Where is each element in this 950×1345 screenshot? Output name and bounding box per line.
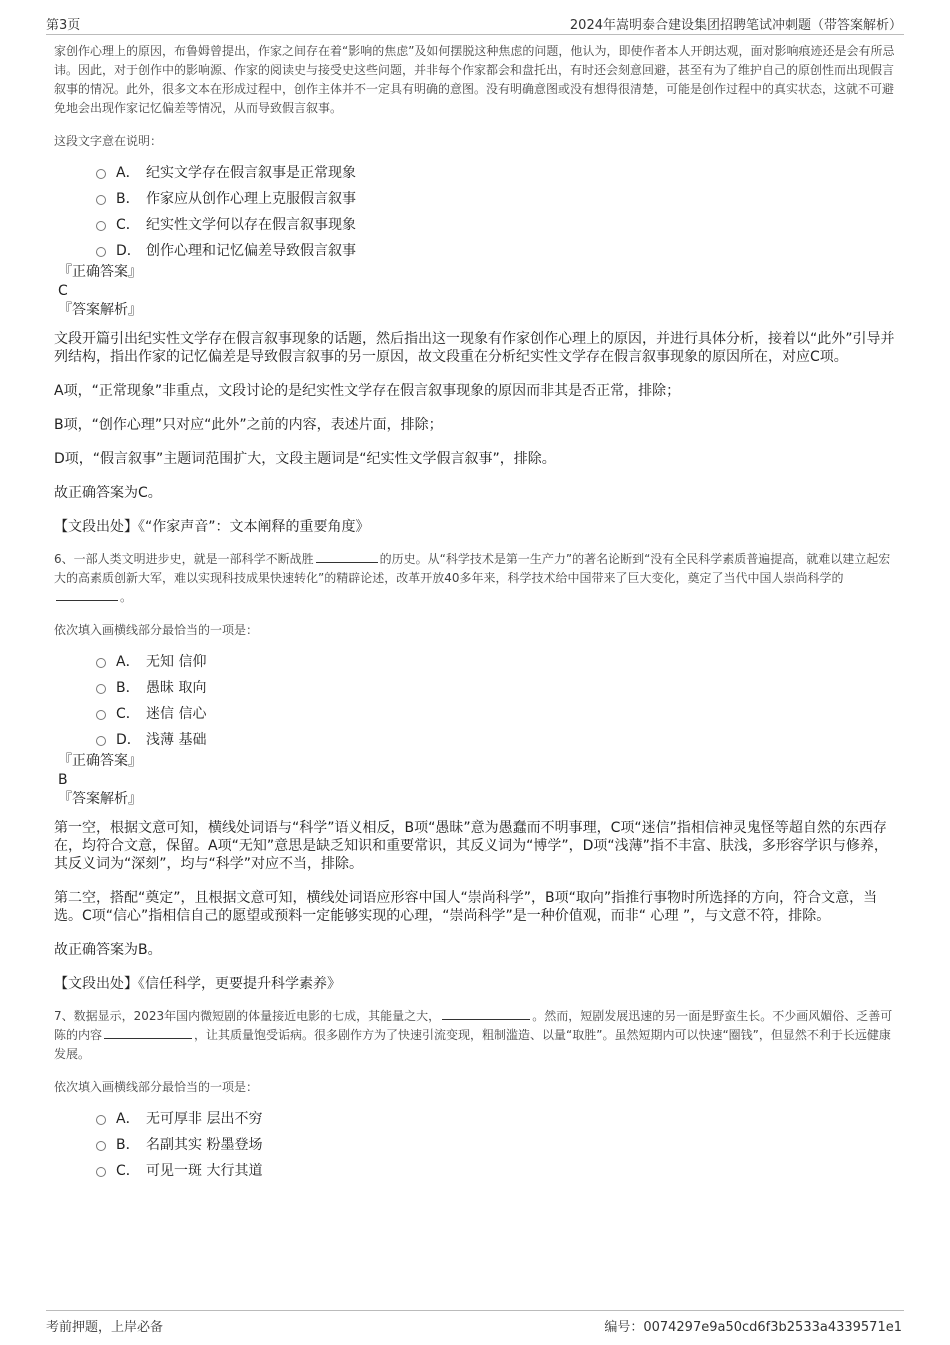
q7-option-c[interactable] (96, 1157, 898, 1183)
option-letter: A． (116, 1111, 140, 1127)
q7-stem-part2: 。然而，短剧发展迅速的另一面是野蛮生长。不少画风媚俗、乏善可陈的内容 (54, 1009, 893, 1042)
q7-stem-part3: ，让其质量饱受诟病。很多剧作方为了快速引流变现，粗制滥造、以量“取胜”。虽然短期内可以快速“圈钱”，但显然不利于长远健康发展。 (54, 1028, 891, 1061)
q6-answer-label: 『正确答案』 (58, 753, 142, 769)
q5-option-c[interactable] (96, 211, 898, 237)
option-text: 作家应从创作心理上克服假言叙事 (146, 191, 356, 207)
q6-analysis-1: 第一空，根据文意可知，横线处词语与“科学”语义相反，B项“愚昧”意为愚蠢而不明事理，C项“迷信”指相信神灵鬼怪等超自然的东西存在，均符合文意，保留。A项“无知”意思是缺乏知识和重要常识，其反义词为“博学”，D项“浅薄”指不丰富、肤浅，多形容学识与修养，其反义词为“深刻”，均与“科学”对应不当，排除。 (54, 820, 888, 872)
q6-option-d[interactable] (96, 726, 898, 752)
radio-icon[interactable] (96, 710, 106, 720)
option-letter: C． (116, 706, 140, 722)
q5-option-b[interactable] (96, 185, 898, 211)
page-number: 第3页 (46, 18, 81, 33)
option-text: 愚昧 取向 (146, 680, 207, 696)
header-divider (46, 34, 904, 35)
footer-divider (46, 1310, 904, 1311)
option-text: 纪实性文学何以存在假言叙事现象 (146, 217, 356, 233)
option-letter: A． (116, 165, 140, 181)
q5-analysis-3: B项，“创作心理”只对应“此外”之前的内容，表述片面，排除； (54, 417, 443, 433)
q5-analysis-4: D项，“假言叙事”主题词范围扩大，文段主题词是“纪实性文学假言叙事”，排除。 (54, 451, 556, 467)
q7-blank-1[interactable] (442, 1008, 530, 1020)
q6-blank-1[interactable] (316, 551, 378, 563)
q5-source: 【文段出处】《“作家声音”：文本阐释的重要角度》 (54, 519, 370, 535)
option-letter: A． (116, 654, 140, 670)
radio-icon[interactable] (96, 658, 106, 668)
q6-option-a[interactable] (96, 648, 898, 674)
q6-analysis-2: 第二空，搭配“奠定”，且根据文意可知，横线处词语应形容中国人“崇尚科学”，B项“取向”指推行事物时所选择的方向，符合文意，当选。C项“信心”指相信自己的愿望或预料一定能够实现的心理，“崇尚科学”是一种价值观，而非“ 心理 ”，与文意不符，排除。 (54, 890, 878, 924)
page-header (0, 0, 950, 36)
q6-prompt: 依次填入画横线部分最恰当的一项是： (54, 623, 259, 637)
q5-passage: 家创作心理上的原因，布鲁姆曾提出，作家之间存在着“影响的焦虑”及如何摆脱这种焦虑的问题，他认为，即使作者本人开朗达观，面对影响痕迹还是会有所忌讳。因此，对于创作中的影响源、作家的阅读史与接受史这些问题，并非每个作家都会和盘托出，有时还会刻意回避，甚至有为了维护自己的原创性而出现假言叙事的情况。此外，很多文本在形成过程中，创作主体并不一定具有明确的意图。没有明确意图或没有想得很清楚，可能是创作过程中的真实状态，这就不可避免地会出现作家记忆偏差等情况，从而导致假言叙事。 (54, 44, 895, 115)
q7-prompt: 依次填入画横线部分最恰当的一项是： (54, 1080, 259, 1094)
q5-option-d[interactable] (96, 237, 898, 263)
q6-source: 【文段出处】《信任科学，更要提升科学素养》 (54, 976, 341, 992)
radio-icon[interactable] (96, 169, 106, 179)
radio-icon[interactable] (96, 1141, 106, 1151)
option-letter: B． (116, 680, 140, 696)
document-serial: 编号：0074297e9a50cd6f3b2533a4339571e1 (604, 1320, 902, 1335)
q7-blank-2[interactable] (104, 1027, 192, 1039)
q5-option-a[interactable] (96, 159, 898, 185)
option-text: 名副其实 粉墨登场 (146, 1137, 263, 1153)
q7-option-a[interactable] (96, 1105, 898, 1131)
q7-option-b[interactable] (96, 1131, 898, 1157)
q5-options (96, 159, 898, 263)
option-text: 可见一斑 大行其道 (146, 1163, 263, 1179)
option-text: 无知 信仰 (146, 654, 207, 670)
page-content (54, 42, 898, 1183)
q6-option-c[interactable] (96, 700, 898, 726)
radio-icon[interactable] (96, 736, 106, 746)
q6-stem-part3: 。 (120, 590, 133, 604)
q6-conclusion: 故正确答案为B。 (54, 942, 162, 958)
option-letter: B． (116, 1137, 140, 1153)
q5-conclusion: 故正确答案为C。 (54, 485, 162, 501)
q6-stem (54, 550, 898, 607)
q5-prompt: 这段文字意在说明： (54, 134, 163, 148)
q7-stem (54, 1007, 898, 1064)
option-letter: C． (116, 1163, 140, 1179)
option-letter: C． (116, 217, 140, 233)
q6-stem-part2: 的历史。从“科学技术是第一生产力”的著名论断到“没有全民科学素质普遍提高，就难以建立起宏大的高素质创新大军，难以实现科技成果快速转化”的精辟论述，改革开放40多年来，科学技术给中国带来了巨大变化，奠定了当代中国人崇尚科学的 (54, 552, 891, 585)
option-letter: D． (116, 243, 141, 259)
q6-stem-part1: 6、一部人类文明进步史，就是一部科学不断战胜 (54, 552, 314, 566)
footer-slogan: 考前押题，上岸必备 (46, 1320, 164, 1335)
q6-answer: B (58, 772, 68, 788)
q5-analysis-1: 文段开篇引出纪实性文学存在假言叙事现象的话题，然后指出这一现象有作家创作心理上的原因，并进行具体分析，接着以“此外”引导并列结构，指出作家的记忆偏差是导致假言叙事的另一原因，故文段重在分析纪实性文学存在假言叙事现象的原因所在，对应C项。 (54, 331, 895, 365)
radio-icon[interactable] (96, 1115, 106, 1125)
q5-analysis-2: A项，“正常现象”非重点，文段讨论的是纪实性文学存在假言叙事现象的原因而非其是否正常，排除； (54, 383, 681, 399)
option-letter: B． (116, 191, 140, 207)
radio-icon[interactable] (96, 1167, 106, 1177)
radio-icon[interactable] (96, 221, 106, 231)
radio-icon[interactable] (96, 247, 106, 257)
option-letter: D． (116, 732, 141, 748)
document-title: 2024年嵩明泰合建设集团招聘笔试冲刺题（带答案解析） (569, 18, 902, 33)
q5-analysis-label: 『答案解析』 (58, 302, 142, 318)
radio-icon[interactable] (96, 684, 106, 694)
option-text: 迷信 信心 (146, 706, 207, 722)
q6-blank-2[interactable] (56, 589, 118, 601)
q6-option-b[interactable] (96, 674, 898, 700)
q6-analysis-label: 『答案解析』 (58, 791, 142, 807)
page-footer (0, 1306, 950, 1336)
radio-icon[interactable] (96, 195, 106, 205)
option-text: 纪实文学存在假言叙事是正常现象 (146, 165, 356, 181)
option-text: 创作心理和记忆偏差导致假言叙事 (146, 243, 356, 259)
q7-stem-part1: 7、数据显示，2023年国内微短剧的体量接近电影的七成，其能量之大， (54, 1009, 441, 1023)
q5-answer: C (58, 283, 68, 299)
option-text: 无可厚非 层出不穷 (146, 1111, 263, 1127)
q6-options (96, 648, 898, 752)
option-text: 浅薄 基础 (146, 732, 207, 748)
q7-options (96, 1105, 898, 1183)
q5-answer-label: 『正确答案』 (58, 264, 142, 280)
